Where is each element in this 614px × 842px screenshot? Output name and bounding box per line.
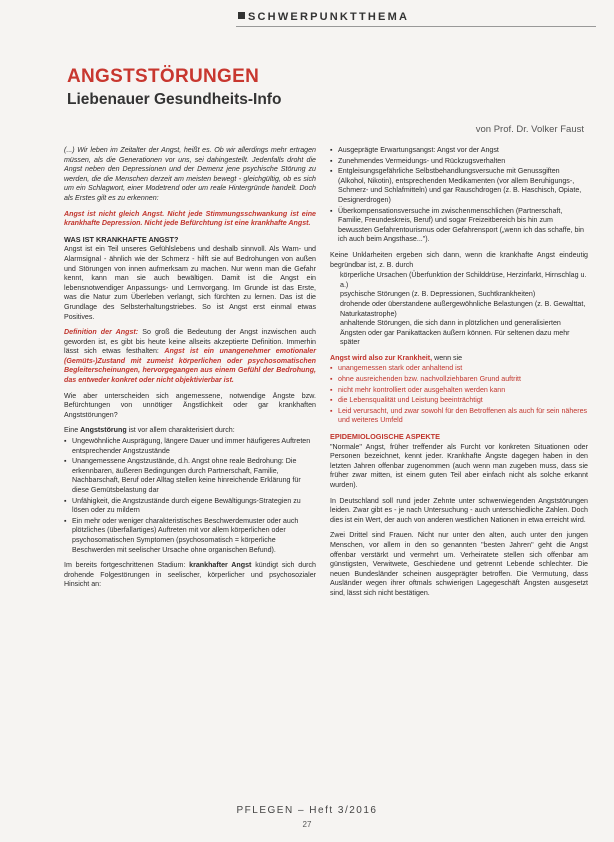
list-item: ▪ die Lebensqualität und Leistung beeinträchtigt: [330, 396, 588, 406]
consequences-list: [330, 146, 588, 245]
left-column: [64, 146, 316, 596]
definition-text: So groß die Bedeutung der Angst inzwischen auch geworden ist, es gibt bis heute keine allseits akzeptierte Definition. Immerhin lässt sich etwas festhalten:: [64, 328, 316, 356]
paragraph-causes: Keine Unklarheiten ergeben sich dann, wenn die krankhafte Angst eindeutig begründbar ist, z. B. durch: [330, 250, 588, 269]
list-item: psychische Störungen (z. B. Depressionen, Suchtkrankheiten): [340, 290, 536, 299]
kicker-label: SCHWERPUNKTTHEMA: [248, 11, 410, 23]
article-title: ANGSTSTÖRUNGEN: [67, 66, 260, 87]
article-author: von Prof. Dr. Volker Faust: [475, 124, 584, 135]
list-item: ▪ nicht mehr kontrolliert oder ausgehalten werden kann: [330, 386, 588, 396]
paragraph-advanced-stage: Im bereits fortgeschrittenen Stadium: krankhafter Angst kündigt sich durch drohende Folgestörungen in seelischer, körperlicher und psychosozialer Hinsicht an:: [64, 561, 316, 589]
heading-epidemiology: EPIDEMIOLOGISCHE ASPEKTE: [330, 432, 441, 442]
definition-label: Definition der Angst:: [64, 328, 139, 337]
paragraph-women: Zwei Drittel sind Frauen. Nicht nur unter den alten, auch unter den jungen Menschen, vor allem in den so genannten "besten Jahren" geht die Angst offenbar verstärkt und vermehrt um. Verheiratete stellen sich offenbar am günstigsten, Verwitwete, Geschiedene und getrennt Lebende schlechter. Die neuen Bundesländer scheinen ausgeprägter betroffen. Die Vermutung, dass Ausländer wegen ihrer oftmals schwierigen Lagegeschäft Ängsten ausgesetzt sind, lässt sich nicht bestätigen.: [330, 531, 588, 597]
section-kicker: [238, 11, 409, 23]
heading-what-is-anxiety: WAS IST KRANKHAFTE ANGST?: [64, 234, 179, 244]
header-rule: [236, 26, 596, 27]
right-column: [330, 146, 588, 605]
paragraph-characteristics: Eine Angststörung ist vor allem charakterisiert durch:: [64, 426, 235, 435]
intro-emphasis: Angst ist nicht gleich Angst. Nicht jede Stimmungsschwankung ist eine krankhafte Depression. Nicht jede Befürchtung ist eine krankhafte Angst.: [64, 209, 316, 228]
list-item: ▪ Ausgeprägte Erwartungsangst: Angst vor der Angst: [330, 146, 588, 156]
article-subtitle: Liebenauer Gesundheits-Info: [67, 91, 282, 108]
characteristics-list: [64, 437, 316, 555]
list-item: körperliche Ursachen (Überfunktion der Schilddrüse, Herzinfarkt, Hirnschlag u. a.): [340, 271, 587, 289]
list-item: ▪ Unangemessene Angstzustände, d.h. Angst ohne reale Bedrohung: Die erkennbaren, äußeren Bedingungen durch Partnerschaft, Familie, Nachbarschaft, Beruf oder Alltag stellen keine hinreichende Erklärung für diese Gemütsbelastung dar: [64, 457, 316, 495]
list-item: anhaltende Störungen, die sich dann in plötzlichen und generalisierten Ängsten oder gar Panikattacken äußern können. Für seltenen dazu mehr später: [340, 319, 570, 347]
illness-criteria-list: [330, 364, 588, 426]
list-item: ▪ Überkompensationsversuche im zwischenmenschlichen (Partnerschaft, Familie, Freundeskreis, Beruf) und sogar Freizeitbereich bis hin zum bewussten Gefahrentourismus oder Gefahrensport („wenn ich das schaffe, bin ich auch beim Angsthase...").: [330, 207, 588, 245]
list-item: ▪ Leid verursacht, und zwar sowohl für den Betroffenen als auch für sein näheres und weiteres Umfeld: [330, 407, 588, 426]
paragraph-illness-criteria: Angst wird also zur Krankheit, wenn sie: [330, 353, 463, 362]
paragraph-normal-anxiety: "Normale" Angst, früher treffender als Furcht vor konkreten Situationen oder Personen bezeichnet, kennt jeder. Krankhafte Ängste dagegen haben in den letzten Jahren offenbar zugenommen (auch wenn man zugeben muss, dass sie früher zwar mitten, ist einem guten Teil aber einfach nicht als solche erkannt wurden).: [330, 442, 588, 489]
list-item: ▪ Ein mehr oder weniger charakteristisches Beschwerdemuster oder auch plötzliches (überfallartiges) Auftreten mit vor allem körperlichen oder psychosomatischen Symptomen (psychosomatisch = körperliche Beschwerden mit seelischer Ursache ohne organischen Befund).: [64, 517, 316, 555]
list-item: drohende oder überstandene außergewöhnliche Belastungen (z. B. Gewalttat, Naturkatastrophe): [340, 299, 586, 318]
footer-issue: PFLEGEN – Heft 3/2016: [236, 805, 378, 816]
square-bullet-icon: [238, 12, 245, 19]
list-item: ▪ Zunehmendes Vermeidungs- und Rückzugsverhalten: [330, 157, 588, 167]
definition-paragraph: [64, 328, 316, 386]
paragraph-question: Wie aber unterscheiden sich angemessene, notwendige Ängste bzw. Befürchtungen von unnötiger Ängstlichkeit oder gar krankhaften Angststörungen?: [64, 391, 316, 419]
list-item: ▪ ohne ausreichenden bzw. nachvollziehbaren Grund auftritt: [330, 375, 588, 385]
paragraph-anxiety-meaning: Angst ist ein Teil unseres Gefühlslebens und deshalb sinnvoll. Als Warn- und Alarmsignal - ähnlich wie der Schmerz - hilft sie auf Bedrohungen von außen und Störungen von innen aufmerksam zu machen. Nur wenn man die Gefahr kennt, kann man sie auch bewältigen. Damit ist die Angst ein lebensnotwendiger Anpassungs- und Lernvorgang. Im Grunde ist das Erste, was die Natur zum Überleben verlangt, sich fürchten zu lernen. Das ist die Grundlage des Selbsterhaltungstriebes. So ist Angst erst einmal etwas Positives.: [64, 245, 316, 321]
list-item: ▪ Unfähigkeit, die Angstzustände durch eigene Bewältigungs-Strategien zu lösen oder zu mildern: [64, 497, 316, 516]
intro-paragraph: (...) Wir leben im Zeitalter der Angst, heißt es. Ob wir allerdings mehr ertragen müssen, als die Generationen vor uns, sei dahingestellt. Jedenfalls droht die Angst neben den Depressionen und der Demenz jene psychische Störung zu werden, die die Menschen derzeit am meisten bewegt - gleichgültig, ob es sich um ein Schlagwort, einer Modetrend oder um reale Hintergründe handelt. Doch als Erstes gilt es zu erkennen:: [64, 146, 316, 202]
list-item: ▪ Entgleisungsgefährliche Selbstbehandlungsversuche mit Genussgiften (Alkohol, Nikotin), entsprechenden Medikamenten (vor allem Beruhigungs-, Schmerz- und Schlafmitteln) und gar Rauschdrogen (z. B. Haschisch, Opiate, Designerdrogen): [330, 167, 588, 205]
list-item: ▪ unangemessen stark oder anhaltend ist: [330, 364, 588, 374]
paragraph-germany: In Deutschland soll rund jeder Zehnte unter schwerwiegenden Angststörungen leiden. Zwar gibt es - je nach Untersuchung - auch unterschiedliche Zahlen. Doch dies ist ein Wert, der auch von anderen westlichen Nationen in etwa erreicht wird.: [330, 496, 588, 524]
page-number: 27: [302, 820, 312, 829]
causes-list: [330, 271, 588, 348]
definition-emphasis: Angst ist ein unangenehmer emotionaler (Gemüts-)Zustand mit zumeist körperlichen oder psychosomatischen Begleiterscheinungen, hervorgegangen aus einem Gefühl der Bedrohung, das entweder konkret oder nicht objektivierbar ist.: [64, 347, 316, 385]
list-item: ▪ Ungewöhnliche Ausprägung, längere Dauer und immer häufigeres Auftreten entsprechender Angstzustände: [64, 437, 316, 456]
